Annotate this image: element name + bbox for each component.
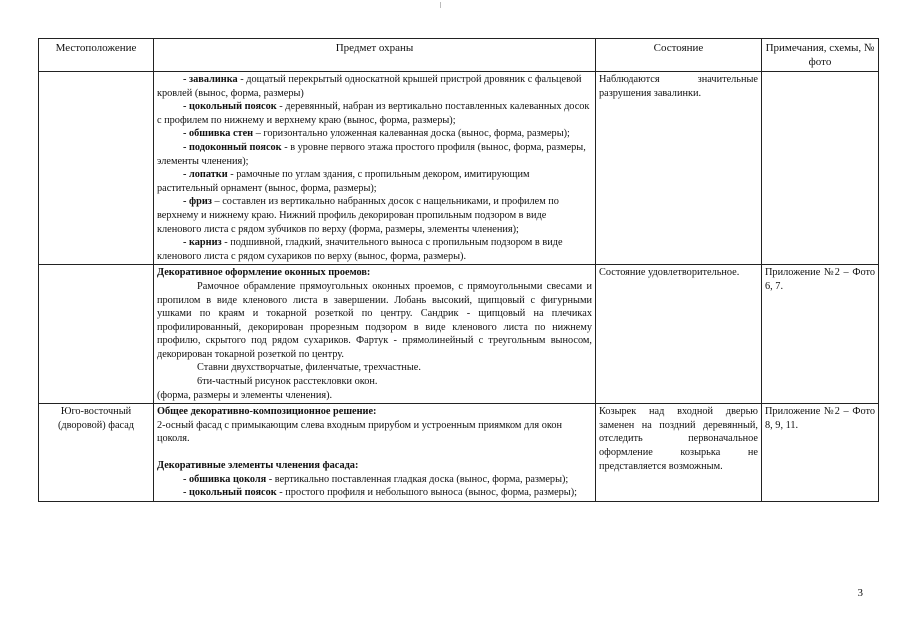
scan-mark <box>440 2 441 8</box>
text-line: (форма, размеры и элементы членения). <box>157 389 333 401</box>
list-item: - фриз – составлен из вертикально набранных досок с нащельниками, и профилем по верхнему и нижнему краю. Нижний профиль декорирован пропильным подзором в виде кленового листа с рядом зубчиков по верху (форма, размеры, элементы членения); <box>157 196 559 235</box>
page-number: 3 <box>857 587 863 599</box>
table-header-row <box>39 39 879 72</box>
list-item: - цокольный поясок - деревянный, набран из вертикально поставленных калеванных досок с профилем по нижнему и верхнему краю (вынос, форма, размеры); <box>157 101 590 126</box>
list-item: - обшивка стен – горизонтально уложенная калеванная доска (вынос, форма, размеры); <box>183 128 570 140</box>
condition-cell: Наблюдаются значительные разрушения завалинки. <box>596 72 762 265</box>
header-notes: Примечания, схемы, № фото <box>762 39 879 72</box>
location-cell <box>39 265 154 404</box>
notes-cell: Приложение №2 – Фото 6, 7. <box>762 265 879 404</box>
location-cell: Юго-восточный (дворовой) фасад <box>39 404 154 502</box>
list-item: - цокольный поясок - простого профиля и небольшого выноса (вынос, форма, размеры); <box>183 487 578 499</box>
notes-cell: Приложение №2 – Фото 8, 9, 11. <box>762 404 879 502</box>
section-heading: Общее декоративно-композиционное решение: <box>157 406 377 418</box>
section-heading: Декоративное оформление оконных проемов: <box>157 267 371 279</box>
protection-table <box>38 38 879 502</box>
list-item: - подоконный поясок - в уровне первого этажа простого профиля (вынос, форма, размеры, элементы членения); <box>157 141 586 167</box>
list-item: - завалинка - дощатый перекрытый односкатной крышей пристрой дровяник с фальцевой кровлей (вынос, форма, размеры) <box>157 74 582 99</box>
location-cell <box>39 72 154 265</box>
list-item: - обшивка цоколя - вертикально поставленная гладкая доска (вынос, форма, размеры); <box>183 473 569 485</box>
section-heading: Декоративные элементы членения фасада: <box>157 460 359 472</box>
header-location: Местоположение <box>39 39 154 72</box>
table-row <box>39 72 879 265</box>
text-line: Ставни двухстворчатые, филенчатые, трехчастные. <box>197 362 421 374</box>
condition-cell: Козырек над входной дверью заменен на поздний деревянный, отследить первоначальное оформление козырька не представляется возможным. <box>596 404 762 502</box>
text-line: 6ти-частный рисунок расстекловки окон. <box>197 376 378 388</box>
list-item: - лопатки - рамочные по углам здания, с пропильным декором, имитирующим растительный орнамент (вынос, форма, размеры); <box>157 169 530 194</box>
subject-cell <box>154 404 596 502</box>
paragraph: 2-осный фасад с примыкающим слева входным прирубом и устроенным приямком для окон цоколя. <box>157 419 562 445</box>
paragraph: Рамочное обрамление прямоугольных оконных проемов, с прямоугольными свесами и пропилом в виде кленового листа в завершении. Лобань высокий, щипцовый с фигурными ушками по краям и токарной розеткой по центру. Сандрик - щипцовый на плечиках профилированный, декорирован прорезным подзором в виде кленового листа по нижнему профилю, скрытого под рядом сухариков. Фартук - прямолинейный с треугольным выносом, декорирован токарной розеткой по центру. <box>157 280 592 360</box>
list-item: - карниз - подшивной, гладкий, значительного выноса с пропильным подзором в виде кленового листа с рядом сухариков по верху (вынос, форма, размеры). <box>157 237 563 262</box>
table-row <box>39 404 879 502</box>
notes-cell <box>762 72 879 265</box>
header-subject: Предмет охраны <box>154 39 596 72</box>
condition-cell: Состояние удовлетворительное. <box>596 265 762 404</box>
subject-cell <box>154 72 596 265</box>
header-condition: Состояние <box>596 39 762 72</box>
subject-cell <box>154 265 596 404</box>
table-row <box>39 265 879 404</box>
